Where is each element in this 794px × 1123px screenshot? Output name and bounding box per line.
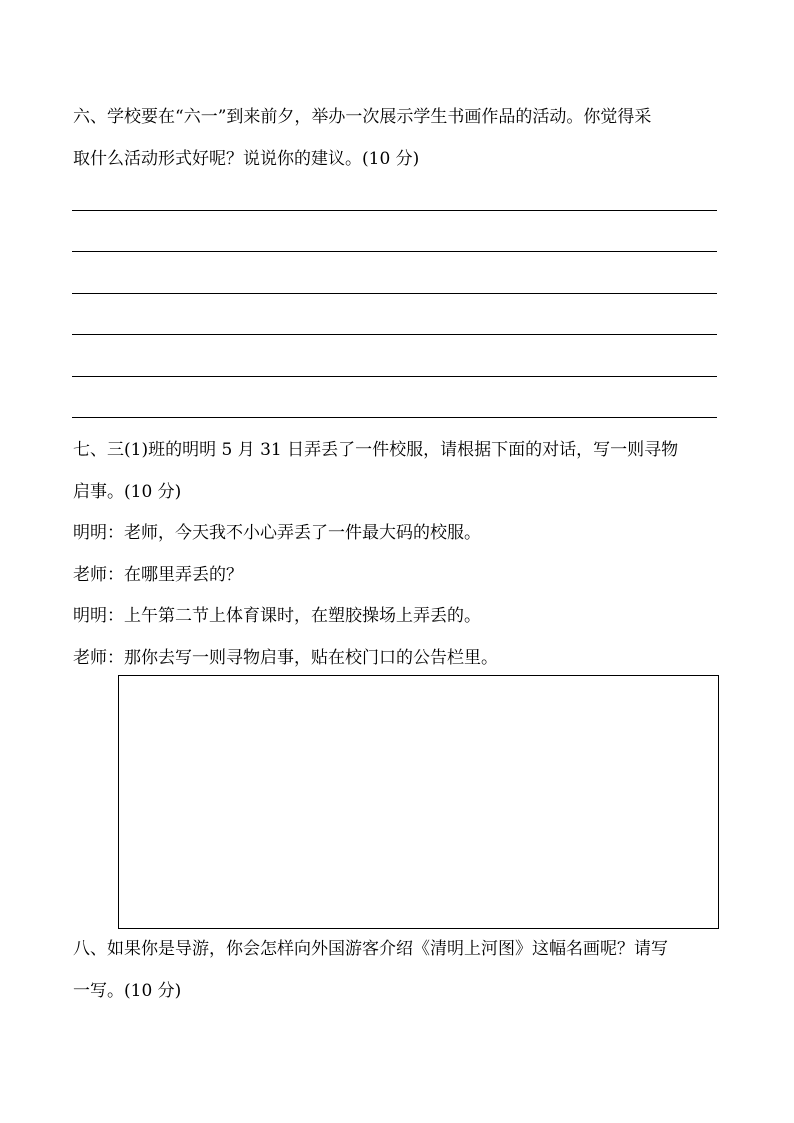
answer-line[interactable] bbox=[72, 334, 717, 335]
question-8-line-2: 一写。(10 分) bbox=[73, 981, 182, 1001]
question-7-line-1: 七、三(1)班的明明 5 月 31 日弄丢了一件校服，请根据下面的对话，写一则寻物 bbox=[73, 440, 679, 460]
answer-line[interactable] bbox=[72, 251, 717, 252]
answer-line[interactable] bbox=[72, 417, 717, 418]
question-6-line-2: 取什么活动形式好呢？说说你的建议。(10 分) bbox=[73, 149, 420, 169]
dialogue-line: 明明：上午第二节上体育课时，在塑胶操场上弄丢的。 bbox=[73, 606, 481, 626]
answer-line[interactable] bbox=[72, 293, 717, 294]
answer-line[interactable] bbox=[72, 376, 717, 377]
question-7-line-2: 启事。(10 分) bbox=[73, 482, 182, 502]
dialogue-line: 明明：老师，今天我不小心弄丢了一件最大码的校服。 bbox=[73, 523, 481, 543]
notice-answer-box[interactable] bbox=[118, 675, 719, 929]
question-8-line-1: 八、如果你是导游，你会怎样向外国游客介绍《清明上河图》这幅名画呢？请写 bbox=[73, 939, 668, 959]
dialogue-line: 老师：那你去写一则寻物启事，贴在校门口的公告栏里。 bbox=[73, 648, 498, 668]
answer-line[interactable] bbox=[72, 210, 717, 211]
dialogue-line: 老师：在哪里弄丢的？ bbox=[73, 565, 243, 585]
question-6-line-1: 六、学校要在“六一”到来前夕，举办一次展示学生书画作品的活动。你觉得采 bbox=[73, 107, 652, 127]
